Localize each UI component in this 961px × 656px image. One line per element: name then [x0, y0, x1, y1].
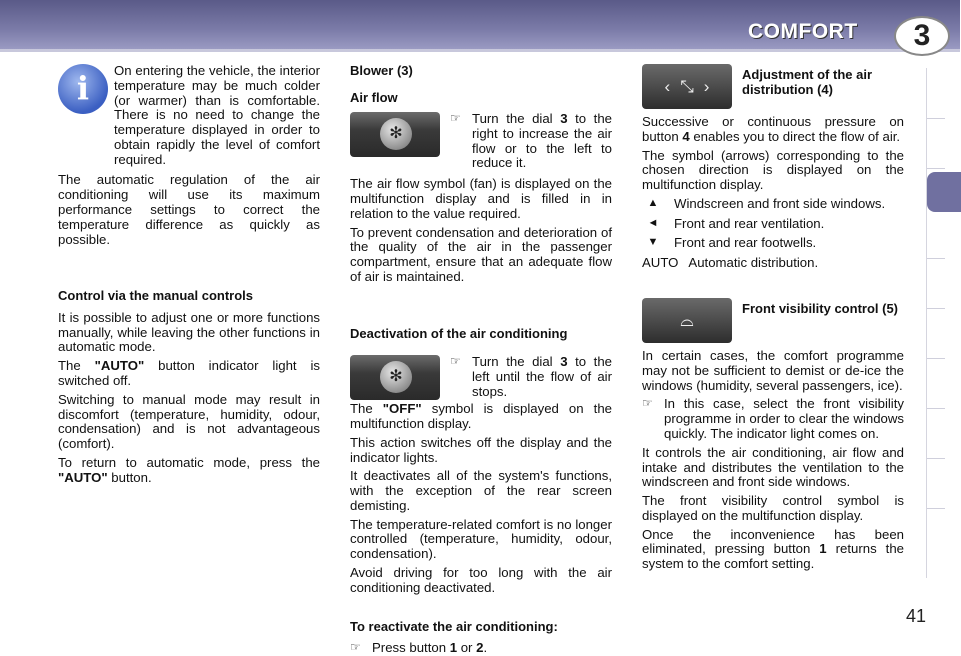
arrow-down-icon: ▼ — [647, 236, 659, 249]
seat-airflow-icon: ⤡ — [680, 76, 694, 96]
prevent-condensation-text: To prevent condensation and deterioration of the quality of the air in the passenger compartment, ensure that an adequate flow of air is maintained. — [350, 224, 612, 284]
select-programme-instruction: ☞ In this case, select the front visibility programme in order to clear the windows quickly. The indicator light comes on. — [642, 397, 904, 445]
deactivation-heading: Deactivation of the air conditioning — [350, 325, 568, 341]
tab-active-chapter[interactable] — [927, 172, 961, 212]
certain-cases-text: In certain cases, the comfort programme may not be sufficient to demist or de-ice the windows (humidity, several passengers, ice). — [642, 348, 904, 393]
chapter-tabs — [926, 68, 956, 578]
reactivate-heading: To reactivate the air conditioning: — [350, 618, 558, 634]
windscreen-demist-icon: ⌓ — [680, 311, 694, 331]
distribution-option: ◄ Front and rear ventilation. — [642, 217, 904, 232]
distribution-option: ▼ Front and rear footwells. — [642, 236, 904, 251]
distribution-buttons-image — [642, 64, 732, 109]
tab-divider — [927, 358, 945, 359]
distribution-option-auto: AUTO Automatic distribution. — [642, 255, 819, 271]
fan-icon: ✻ — [380, 118, 412, 150]
temperature-related-text: The temperature-related comfort is no longer controlled (temperature, humidity, odour, condensation). — [350, 516, 612, 562]
manual-text-3: Switching to manual mode may result in discomfort (temperature, humidity, odour, condensation) and is not advantageous (comfort). — [58, 391, 320, 452]
avoid-text: Avoid driving for too long with the air conditioning deactivated. — [350, 565, 612, 595]
air-flow-row — [350, 112, 612, 171]
column-1 — [58, 64, 320, 490]
successive-pressure-text: Successive or continuous pressure on button 4 enables you to direct the flow of air. — [642, 114, 904, 144]
pointing-hand-icon: ☞ — [450, 111, 461, 126]
distribution-heading: Adjustment of the air distribution (4) — [742, 67, 873, 97]
manual-text-1: It is possible to adjust one or more functions manually, while leaving the other functions in automatic mode. — [58, 309, 320, 355]
switches-text: This action switches off the display and the indicator lights. — [350, 434, 612, 465]
blower-heading: Blower (3) — [350, 63, 413, 78]
arrow-left-icon: ◄ — [647, 216, 659, 229]
blower-dial-image — [350, 112, 440, 157]
pointing-hand-icon: ☞ — [350, 640, 361, 655]
intro-text: On entering the vehicle, the interior temperature may be much colder (or warmer) than is comfortable. There is no need to change the temperature displayed in order to obtain rapidly the level of comfort required. — [114, 63, 320, 167]
press-button-instruction: ☞ Press button 1 or 2. — [350, 640, 488, 656]
tab-divider — [927, 308, 945, 309]
manual-controls-heading: Control via the manual controls — [58, 288, 254, 304]
chapter-badge: 3 — [894, 16, 950, 56]
turn-right-instruction: ☞ Turn the dial 3 to the right to increase the air flow or to the left to reduce it. — [450, 111, 612, 171]
controls-text: It controls the air conditioning, air flow and intake and distributes the ventilation to the windscreen and front side windows. — [642, 444, 904, 490]
auto-regulation-text: The automatic regulation of the air conditioning will use its maximum performance settings to correct the temperature difference as quickly as possible. — [58, 172, 320, 247]
manual-text-4: To return to automatic mode, press the "AUTO" button. — [58, 454, 320, 485]
distribution-option: ▲ Windscreen and front side windows. — [642, 197, 904, 212]
tab-divider — [927, 458, 945, 459]
front-visibility-heading: Front visibility control (5) — [742, 301, 899, 317]
tab-divider — [927, 168, 945, 169]
page-title: COMFORT — [748, 20, 858, 43]
turn-left-row — [350, 355, 612, 400]
once-eliminated-text: Once the inconvenience has been eliminated, pressing button 1 returns the system to the comfort setting. — [642, 526, 904, 572]
front-visibility-button-image — [642, 298, 732, 343]
turn-left-instruction: ☞ Turn the dial 3 to the left until the flow of air stops. — [450, 354, 612, 399]
fan-icon: ✻ — [380, 361, 412, 393]
tab-divider — [927, 118, 945, 119]
blower-dial-off-image — [350, 355, 440, 400]
air-flow-symbol-text: The air flow symbol (fan) is displayed on the multifunction display and is filled in in relation to the value required. — [350, 176, 612, 221]
pointing-hand-icon: ☞ — [642, 396, 653, 411]
tab-divider — [927, 508, 945, 509]
column-3 — [642, 64, 904, 576]
arrow-left-icon: ‹ — [664, 76, 671, 96]
tab-divider — [927, 408, 945, 409]
manual-text-2: The "AUTO" button indicator light is switched off. — [58, 358, 320, 389]
arrow-up-icon: ▲ — [647, 196, 659, 209]
air-flow-heading: Air flow — [350, 89, 398, 105]
arrow-right-icon: › — [703, 76, 710, 96]
front-visibility-symbol-text: The front visibility control symbol is displayed on the multifunction display. — [642, 493, 904, 523]
front-visibility-header-row — [642, 298, 904, 343]
deactivates-text: It deactivates all of the system's functions, with the exception of the rear screen demisting. — [350, 468, 612, 513]
arrows-symbol-text: The symbol (arrows) corresponding to the chosen direction is displayed on the multifunction display. — [642, 147, 904, 193]
pointing-hand-icon: ☞ — [450, 354, 461, 369]
column-2 — [350, 64, 612, 656]
tab-divider — [927, 258, 945, 259]
info-icon: i — [58, 64, 108, 114]
distribution-header-row — [642, 64, 904, 109]
off-symbol-text: The "OFF" symbol is displayed on the multifunction display. — [350, 401, 612, 432]
page-number: 41 — [906, 606, 927, 626]
